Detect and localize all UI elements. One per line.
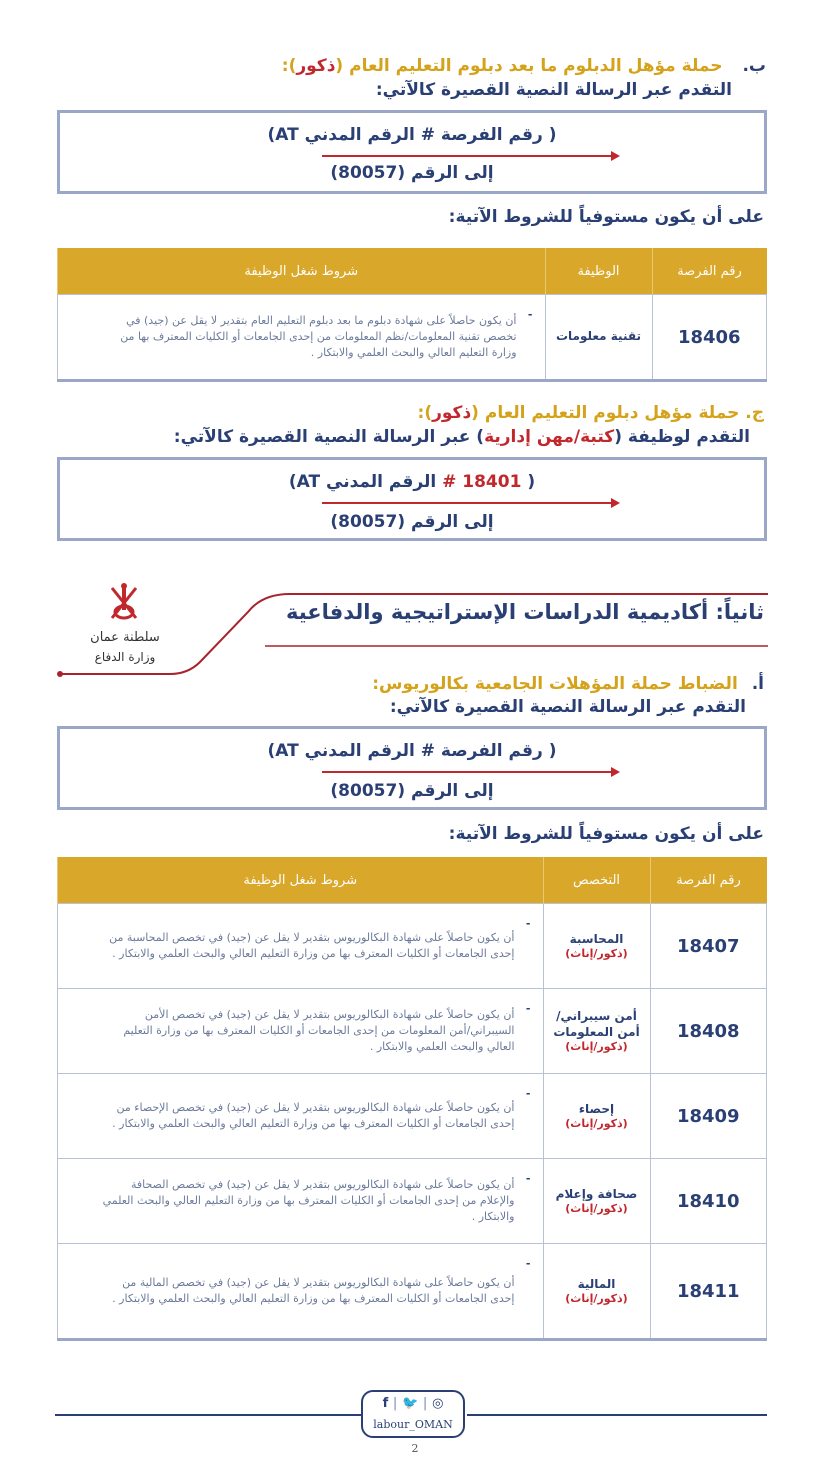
arrow-icon xyxy=(322,155,618,157)
section-c-title: ج. حملة مؤهل دبلوم التعليم العام (ذكور): xyxy=(417,403,764,423)
instagram-icon[interactable]: ◎ xyxy=(432,1396,444,1411)
specialization: المالية (ذكور/إناث) xyxy=(543,1244,650,1340)
social-icons: f | 🐦 | ◎ xyxy=(382,1396,444,1411)
section-2-title: ثانياً: أكاديمية الدراسات الإستراتيجية والدفاعية xyxy=(285,600,764,624)
specialization: إحصاء (ذكور/إناث) xyxy=(543,1074,650,1159)
opportunity-number: 18409 xyxy=(650,1074,767,1159)
sms-format: ( 18401 # الرقم المدني AT) xyxy=(288,472,536,492)
job-title: تقنية معلومات xyxy=(545,295,652,381)
opportunity-number: 18408 xyxy=(650,989,767,1074)
job-conditions: - أن يكون حاصلاً على شهادة البكالوريوس بتقدير لا يقل عن (جيد) في تخصص المالية من إحدى الجامعات أو الكليات المعترف بها من وزارة التعليم العالي والبحث العلمي والابتكار . xyxy=(58,1244,544,1340)
section-b-subtitle: التقدم عبر الرسالة النصية القصيرة كالآتي: xyxy=(375,80,732,100)
col-conditions: شروط شغل الوظيفة xyxy=(58,857,544,904)
conditions-heading-2: على أن يكون مستوفياً للشروط الآتية: xyxy=(448,824,764,844)
table-row xyxy=(58,904,767,989)
specialization: أمن سيبراني/ أمن المعلومات (ذكور/إناث) xyxy=(543,989,650,1074)
sms-box-c xyxy=(57,457,767,541)
col-conditions: شروط شغل الوظيفة xyxy=(58,248,546,295)
sms-target: إلى الرقم (80057) xyxy=(330,781,494,801)
sms-box-b xyxy=(57,110,767,194)
sms-target: إلى الرقم (80057) xyxy=(330,512,494,532)
opportunity-number: 18411 xyxy=(650,1244,767,1340)
arrow-icon xyxy=(322,502,618,504)
job-conditions: - أن يكون حاصلاً على شهادة دبلوم ما بعد دبلوم التعليم العام بتقدير لا يقل عن (جيد) في تخصص تقنية المعلومات/نظم المعلومات من إحدى الجامعات أو الكليات المعترف بها من وزارة التعليم العالي والبحث العلمي والابتكار . xyxy=(58,295,546,381)
col-spec: التخصص xyxy=(543,857,650,904)
conditions-heading-b: على أن يكون مستوفياً للشروط الآتية: xyxy=(448,207,764,227)
page-number: 2 xyxy=(411,1442,419,1455)
job-conditions: - أن يكون حاصلاً على شهادة البكالوريوس بتقدير لا يقل عن (جيد) في تخصص الصحافة والإعلام من إحدى الجامعات أو الكليات المعترف بها من وزارة التعليم العالي والبحث العلمي والابتكار . xyxy=(58,1159,544,1244)
footer-line-right xyxy=(467,1414,767,1416)
twitter-icon[interactable]: 🐦 xyxy=(402,1396,419,1411)
col-number: رقم الفرصة xyxy=(652,248,767,295)
jobs-table-2 xyxy=(57,857,767,1341)
logo-line-1: سلطنة عمان xyxy=(90,630,160,645)
section-b-title-text: حملة مؤهل الدبلوم ما بعد دبلوم التعليم العام (ذكور): xyxy=(281,56,723,76)
social-badge[interactable] xyxy=(361,1390,465,1438)
sms-target: إلى الرقم (80057) xyxy=(330,163,494,183)
specialization: المحاسبة (ذكور/إناث) xyxy=(543,904,650,989)
sms-box-2a xyxy=(57,726,767,810)
opportunity-number: 18406 xyxy=(652,295,767,381)
table-row xyxy=(58,989,767,1074)
col-number: رقم الفرصة xyxy=(650,857,767,904)
sms-format: ( رقم الفرصة # الرقم المدني AT) xyxy=(267,125,557,145)
opportunity-number: 18407 xyxy=(650,904,767,989)
sms-format: ( رقم الفرصة # الرقم المدني AT) xyxy=(267,741,557,761)
jobs-table-b xyxy=(57,248,767,382)
table-row xyxy=(58,295,767,381)
section-2a-subtitle: التقدم عبر الرسالة النصية القصيرة كالآتي: xyxy=(389,697,746,717)
oman-emblem-icon xyxy=(104,580,144,628)
arrow-icon xyxy=(322,771,618,773)
job-conditions: - أن يكون حاصلاً على شهادة البكالوريوس بتقدير لا يقل عن (جيد) في تخصص الأمن السيبراني/أمن المعلومات من إحدى الجامعات أو الكليات المعترف بها من وزارة التعليم العالي والبحث العلمي والابتكار . xyxy=(58,989,544,1074)
table-row xyxy=(58,1244,767,1340)
job-conditions: - أن يكون حاصلاً على شهادة البكالوريوس بتقدير لا يقل عن (جيد) في تخصص المحاسبة من إحدى الجامعات أو الكليات المعترف بها من وزارة التعليم العالي والبحث العلمي والابتكار . xyxy=(58,904,544,989)
opportunity-number: 18410 xyxy=(650,1159,767,1244)
section-b-title xyxy=(282,56,766,76)
table-row xyxy=(58,1074,767,1159)
section-2a-title: أ. الضباط حملة المؤهلات الجامعية بكالوريوس: xyxy=(372,674,764,694)
social-handle: labour_OMAN xyxy=(373,1418,453,1431)
logo-line-2: وزارة الدفاع xyxy=(94,650,156,664)
job-conditions: - أن يكون حاصلاً على شهادة البكالوريوس بتقدير لا يقل عن (جيد) في تخصص الإحصاء من إحدى الجامعات أو الكليات المعترف بها من وزارة التعليم العالي والبحث العلمي والابتكار . xyxy=(58,1074,544,1159)
footer-line-left xyxy=(55,1414,361,1416)
facebook-icon[interactable]: f xyxy=(382,1396,389,1411)
section-c-subtitle: التقدم لوظيفة (كتبة/مهن إدارية) عبر الرسالة النصية القصيرة كالآتي: xyxy=(173,427,750,447)
col-job: الوظيفة xyxy=(545,248,652,295)
specialization: صحافة وإعلام (ذكور/إناث) xyxy=(543,1159,650,1244)
table-row xyxy=(58,1159,767,1244)
section-b-letter: ب. xyxy=(742,56,766,76)
